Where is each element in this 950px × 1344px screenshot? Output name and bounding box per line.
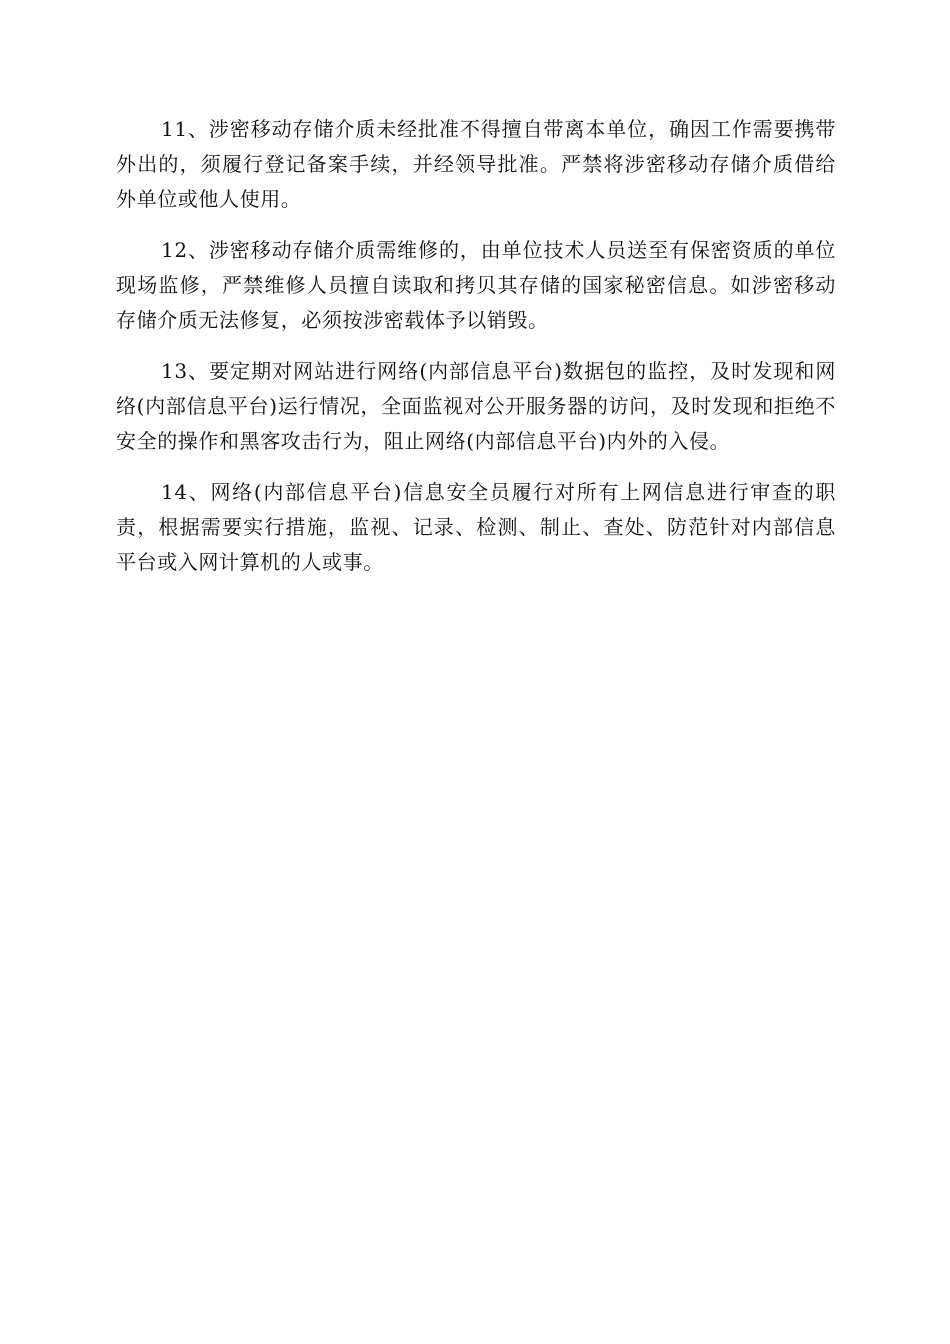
paragraph-12: 12、涉密移动存储介质需维修的，由单位技术人员送至有保密资质的单位现场监修，严禁维修人员擅自读取和拷贝其存储的国家秘密信息。如涉密移动存储介质无法修复，必须按涉密载体予以销毁。 xyxy=(116,238,836,332)
paragraph-14: 14、网络(内部信息平台)信息安全员履行对所有上网信息进行审查的职责，根据需要实行措施，监视、记录、检测、制止、查处、防范针对内部信息平台或入网计算机的人或事。 xyxy=(116,480,836,574)
paragraph-13: 13、要定期对网站进行网络(内部信息平台)数据包的监控，及时发现和网络(内部信息平台)运行情况，全面监视对公开服务器的访问，及时发现和拒绝不安全的操作和黑客攻击行为，阻止网络(内部信息平台)内外的入侵。 xyxy=(116,359,836,453)
paragraph-11: 11、涉密移动存储介质未经批准不得擅自带离本单位，确因工作需要携带外出的，须履行登记备案手续，并经领导批准。严禁将涉密移动存储介质借给外单位或他人使用。 xyxy=(116,117,836,211)
document-body xyxy=(116,112,836,596)
